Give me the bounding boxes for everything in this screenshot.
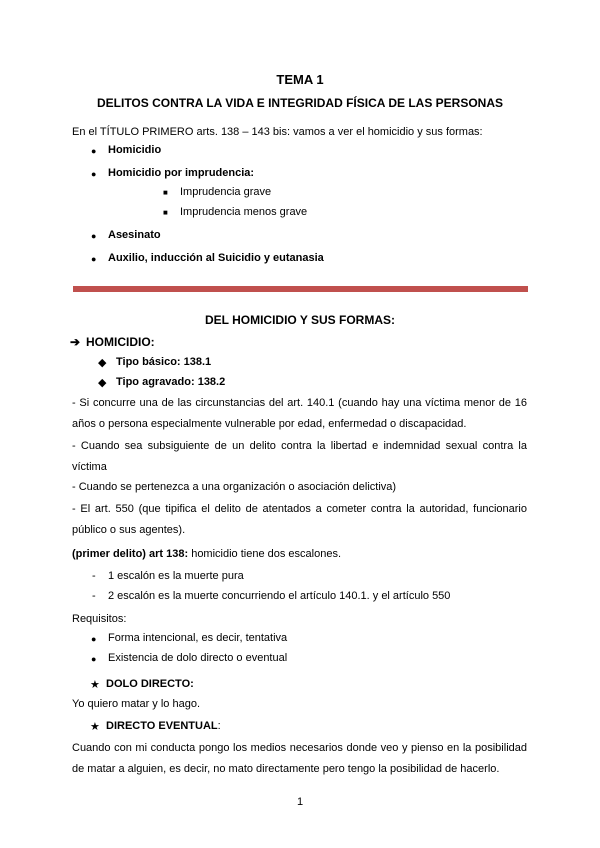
bullet-auxilio: Auxilio, inducción al Suicidio y eutanasia	[108, 252, 324, 264]
section-divider	[73, 286, 528, 292]
dash-icon: -	[92, 570, 96, 582]
bullet-homicidio-imprudencia: Homicidio por imprudencia:	[108, 167, 255, 179]
bullet-homicidio: Homicidio	[108, 144, 162, 156]
paragraph-circunstancias: - Si concurre una de las circunstancias del art. 140.1 (cuando hay una víctima menor de 16 años o persona especialmente vulnerable por edad, enfermedad o discapacidad.	[72, 397, 527, 430]
square-bullet-icon: ■	[163, 188, 168, 197]
bullet-dot-icon: ●	[91, 169, 97, 179]
paragraph-subsiguiente: - Cuando sea subsiguiente de un delito contra la libertad e indemnidad sexual contra la víctima	[72, 440, 527, 473]
bullet-dot-icon: ●	[91, 254, 97, 264]
arrow-right-icon: ➔	[70, 335, 81, 349]
sub-bullet-menos-grave: Imprudencia menos grave	[180, 206, 308, 218]
intro-text: En el TÍTULO PRIMERO arts. 138 – 143 bis: vamos a ver el homicidio y sus formas:	[72, 126, 483, 138]
art138-line	[72, 548, 341, 560]
directo-eventual-heading: DIRECTO EVENTUAL	[106, 720, 218, 732]
directo-eventual-text: Cuando con mi conducta pongo los medios necesarios donde veo y pienso en la posibilidad de matar a alguien, es decir, no mato directamente pero tengo la posibilidad de hacerlo.	[72, 742, 527, 775]
bullet-asesinato: Asesinato	[108, 229, 161, 241]
dash-icon: -	[92, 590, 96, 602]
dolo-directo-text: Yo quiero matar y lo hago.	[72, 698, 201, 710]
star-icon: ★	[90, 721, 100, 733]
dolo-directo-heading: DOLO DIRECTO:	[106, 678, 194, 690]
bullet-dot-icon: ●	[91, 231, 97, 241]
paragraph-organizacion: - Cuando se pertenezca a una organización o asociación delictiva)	[72, 481, 397, 493]
paragraph-art550: - El art. 550 (que tipifica el delito de atentados a cometer contra la autoridad, funcionario público o sus agentes).	[72, 503, 527, 536]
requisito-2: Existencia de dolo directo o eventual	[108, 652, 288, 664]
tema-title: TEMA 1	[276, 72, 324, 87]
diamond-icon: ◆	[98, 377, 107, 389]
art138-text: homicidio tiene dos escalones.	[188, 548, 342, 560]
directo-eventual-colon: :	[217, 720, 221, 732]
tipo-basico: Tipo básico: 138.1	[116, 356, 212, 368]
bullet-dot-icon: ●	[91, 654, 97, 664]
sub-bullet-grave: Imprudencia grave	[180, 186, 272, 198]
tipo-agravado: Tipo agravado: 138.2	[116, 376, 226, 388]
requisitos-label: Requisitos:	[72, 613, 127, 625]
bullet-dot-icon: ●	[91, 634, 97, 644]
requisito-1: Forma intencional, es decir, tentativa	[108, 632, 288, 644]
square-bullet-icon: ■	[163, 208, 168, 217]
star-icon: ★	[90, 679, 100, 691]
diamond-icon: ◆	[98, 357, 107, 369]
page-number: 1	[296, 796, 304, 808]
escalon-2: 2 escalón es la muerte concurriendo el artículo 140.1. y el artículo 550	[108, 590, 451, 602]
document-title: DELITOS CONTRA LA VIDA E INTEGRIDAD FÍSICA DE LAS PERSONAS	[96, 96, 504, 110]
section-heading: DEL HOMICIDIO Y SUS FORMAS:	[204, 313, 396, 327]
art138-label: (primer delito) art 138:	[72, 548, 189, 560]
directo-eventual-line	[106, 720, 221, 732]
escalon-1: 1 escalón es la muerte pura	[108, 570, 244, 582]
bullet-dot-icon: ●	[91, 146, 97, 156]
homicidio-heading: HOMICIDIO:	[86, 335, 155, 349]
